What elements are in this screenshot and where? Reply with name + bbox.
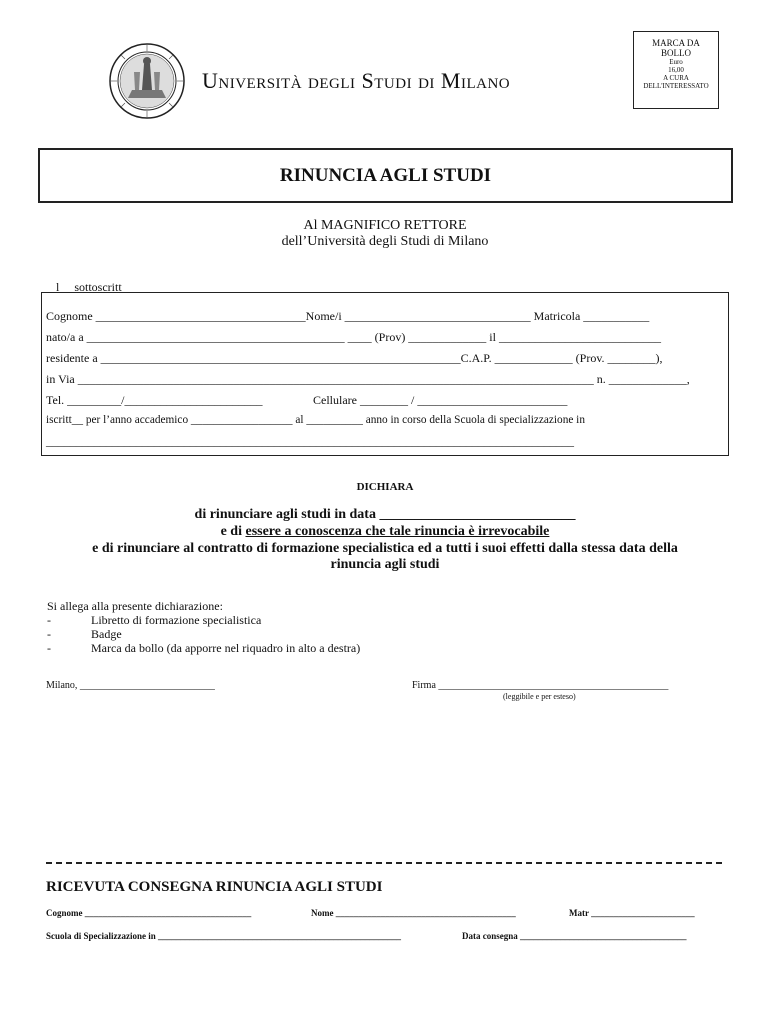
surname-name-field[interactable]: Cognome ___________________________________Nome/i _______________________________ Matricola ___________ xyxy=(46,309,650,323)
receipt-surname-field[interactable]: Cognome _____________________________________ xyxy=(46,908,252,918)
attachment-item: Marca da bollo (da apporre nel riquadro in alto a destra) xyxy=(91,641,361,655)
declaration-line-3: e di rinunciare al contratto di formazione specialistica ed a tutti i suoi effetti dalla stessa data della xyxy=(92,541,678,556)
bullet: - xyxy=(47,627,51,641)
stamp-line: 16,00 xyxy=(668,66,684,74)
bullet: - xyxy=(47,613,51,627)
receipt-name-field[interactable]: Nome ________________________________________ xyxy=(311,908,516,918)
stamp-line: BOLLO xyxy=(661,48,691,58)
attachment-item: Badge xyxy=(91,627,122,641)
stamp-line: DELL'INTERESSATO xyxy=(643,82,709,90)
specialization-school-field[interactable]: ________________________________________________________________________________________ xyxy=(46,434,574,448)
signature-field[interactable]: Firma ______________________________________________ xyxy=(412,680,669,691)
undersigned-label[interactable]: __l__ sottoscritt__ xyxy=(44,280,134,294)
declaration-prefix: e di xyxy=(220,524,246,539)
recipient-line-1: Al MAGNIFICO RETTORE xyxy=(303,218,467,233)
receipt-school-field[interactable]: Scuola di Specializzazione in ______________________________________________________ xyxy=(46,931,402,941)
attachment-item: Libretto di formazione specialistica xyxy=(91,613,262,627)
stamp-line: A CURA xyxy=(663,74,689,82)
declaration-line-1[interactable]: di rinunciare agli studi in data ____________________________ xyxy=(194,507,576,522)
declaration-line-2 xyxy=(0,524,770,540)
mobile-field[interactable]: Cellulare ________ / _________________________ xyxy=(313,393,568,407)
place-date-field[interactable]: Milano, ___________________________ xyxy=(46,680,215,691)
receipt-title: RICEVUTA CONSEGNA RINUNCIA AGLI STUDI xyxy=(46,879,383,895)
receipt-matr-field[interactable]: Matr _______________________ xyxy=(569,908,695,918)
cut-line xyxy=(46,862,722,864)
irrevocable-statement: essere a conoscenza che tale rinuncia è irrevocabile xyxy=(245,524,550,539)
street-field[interactable]: in Via ______________________________________________________________________________________ n. _____________, xyxy=(46,372,690,386)
residence-field[interactable]: residente a ____________________________________________________________C.A.P. _____________ (Prov. ________), xyxy=(46,351,663,365)
personal-data-box xyxy=(41,292,729,456)
university-name: Università degli Studi di Milano xyxy=(202,68,511,93)
stamp-line: MARCA DA xyxy=(652,38,700,48)
recipient-line-2: dell’Università degli Studi di Milano xyxy=(281,234,489,249)
declaration-line-4: rinuncia agli studi xyxy=(330,557,440,572)
attachments-intro: Si allega alla presente dichiarazione: xyxy=(47,599,223,613)
signature-note: (leggibile e per esteso) xyxy=(503,692,576,701)
bullet: - xyxy=(47,641,51,655)
university-seal-icon xyxy=(108,42,186,120)
revenue-stamp-box xyxy=(633,31,719,109)
birth-field[interactable]: nato/a a ___________________________________________ ____ (Prov) _____________ il ___________________________ xyxy=(46,330,661,344)
form-title-box xyxy=(38,148,733,203)
enrollment-field[interactable]: iscritt__ per l’anno accademico __________________ al __________ anno in corso della Scuola di specializzazione in xyxy=(46,414,585,426)
receipt-date-field[interactable]: Data consegna _____________________________________ xyxy=(462,931,687,941)
declaration-heading: DICHIARA xyxy=(356,481,414,493)
form-title: RINUNCIA AGLI STUDI xyxy=(279,164,492,186)
phone-field[interactable]: Tel. _________/_______________________ xyxy=(46,393,263,407)
stamp-line: Euro xyxy=(669,58,683,66)
